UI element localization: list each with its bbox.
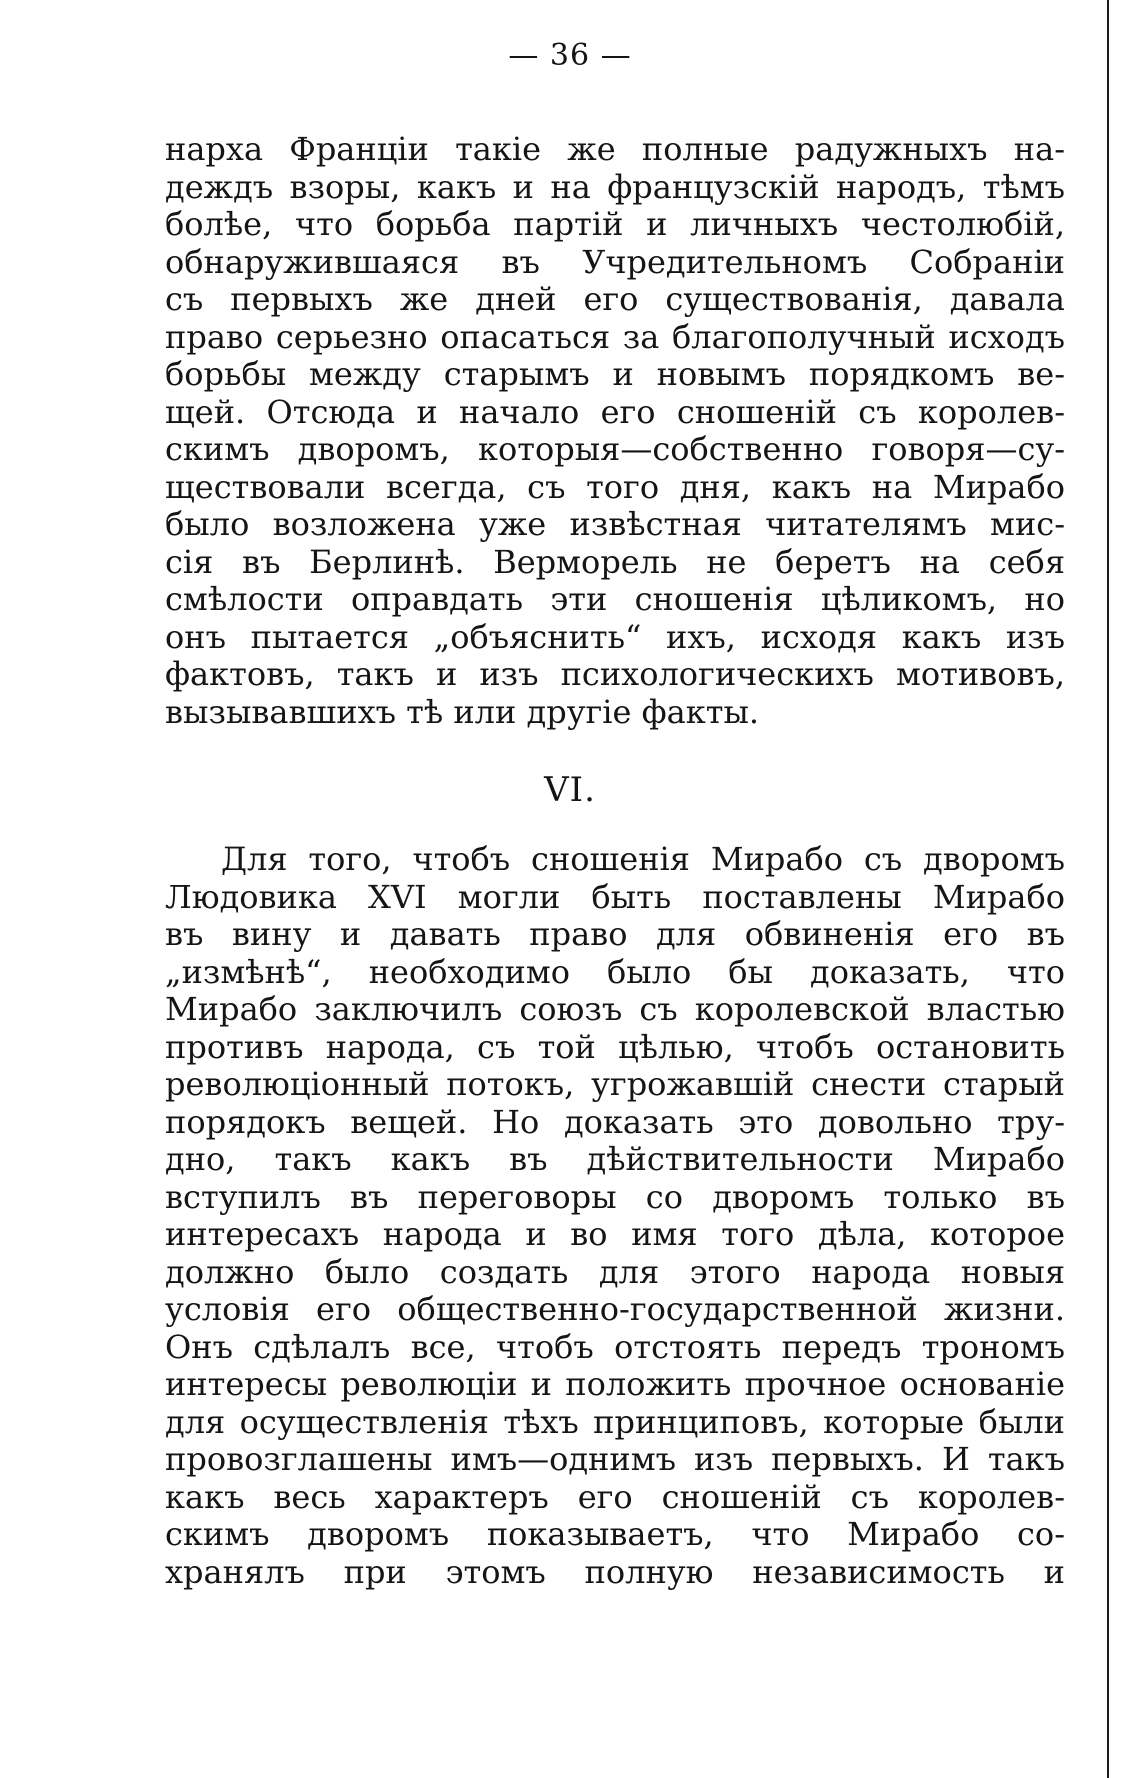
text-line: „измѣнѣ“, необходимо было бы доказать, что: [165, 952, 1065, 991]
text-line: право серьезно опасаться за благополучный исходъ: [165, 317, 1065, 356]
text-line: щей. Отсюда и начало его сношеній съ королев-: [165, 392, 1065, 431]
text-line: было возложена уже извѣстная читателямъ мис-: [165, 505, 1065, 543]
text-line: ществовали всегда, съ того дня, какъ на Мирабо: [165, 467, 1065, 506]
page-number: — 36 —: [508, 38, 632, 73]
text-line: интересы революціи и положить прочное основаніе: [165, 1365, 1065, 1403]
text-line: Мирабо заключилъ союзъ съ королевской властью: [165, 990, 1065, 1028]
text-line: революціонный потокъ, угрожавшій снести старый: [165, 1065, 1065, 1103]
text-line: интересахъ народа и во имя того дѣла, которое: [165, 1215, 1065, 1253]
page-edge-rule: [1107, 0, 1109, 1778]
text-line: Онъ сдѣлалъ все, чтобъ отстоять передъ трономъ: [165, 1327, 1065, 1366]
text-line: въ вину и давать право для обвиненія его въ: [165, 915, 1065, 953]
text-line: дно, такъ какъ въ дѣйствительности Мирабо: [165, 1140, 1065, 1178]
text-line: съ первыхъ же дней его существованія, давала: [165, 280, 1065, 318]
text-line: скимъ дворомъ показываетъ, что Мирабо со-: [165, 1515, 1065, 1553]
text-line: хранялъ при этомъ полную независимость и: [165, 1552, 1065, 1591]
paragraph-section-vi: [165, 841, 1065, 1591]
section-heading: VI.: [544, 770, 596, 810]
text-line: провозглашены имъ—однимъ изъ первыхъ. И такъ: [165, 1440, 1065, 1478]
text-line: вызывавшихъ тѣ или другіе факты.: [165, 692, 760, 731]
text-line: Для того, чтобъ сношенія Мирабо съ дворомъ: [221, 840, 1065, 878]
paragraph-continued: [165, 131, 1065, 731]
text-line: какъ весь характеръ его сношеній съ королев-: [165, 1477, 1065, 1516]
text-line: фактовъ, такъ и изъ психологическихъ мотивовъ,: [165, 655, 1065, 693]
text-line: вступилъ въ переговоры со дворомъ только въ: [165, 1177, 1065, 1216]
text-line: скимъ дворомъ, которыя—собственно говоря—су-: [165, 430, 1065, 468]
text-line: порядокъ вещей. Но доказать это довольно тру-: [165, 1102, 1065, 1141]
text-line: должно было создать для этого народа новыя: [165, 1252, 1065, 1291]
text-line: деждъ взоры, какъ и на французскій народъ, тѣмъ: [165, 167, 1065, 206]
text-line: для осуществленія тѣхъ принциповъ, которые были: [165, 1402, 1065, 1441]
text-line: Людовика XVI могли быть поставлены Мирабо: [165, 877, 1065, 916]
text-line: онъ пытается „объяснить“ ихъ, исходя какъ изъ: [165, 617, 1065, 656]
text-line: сія въ Берлинѣ. Верморель не беретъ на себя: [165, 542, 1065, 581]
text-line: смѣлости оправдать эти сношенія цѣликомъ, но: [165, 580, 1065, 618]
text-line: борьбы между старымъ и новымъ порядкомъ ве-: [165, 355, 1065, 393]
text-line: нарха Франціи такіе же полные радужныхъ на-: [165, 130, 1065, 168]
text-line: болѣе, что борьба партій и личныхъ честолюбій,: [165, 205, 1065, 243]
text-line: противъ народа, съ той цѣлью, чтобъ остановить: [165, 1027, 1065, 1066]
text-line: обнаружившаяся въ Учредительномъ Собраніи: [165, 242, 1065, 281]
text-line: условія его общественно-государственной жизни.: [165, 1290, 1065, 1328]
